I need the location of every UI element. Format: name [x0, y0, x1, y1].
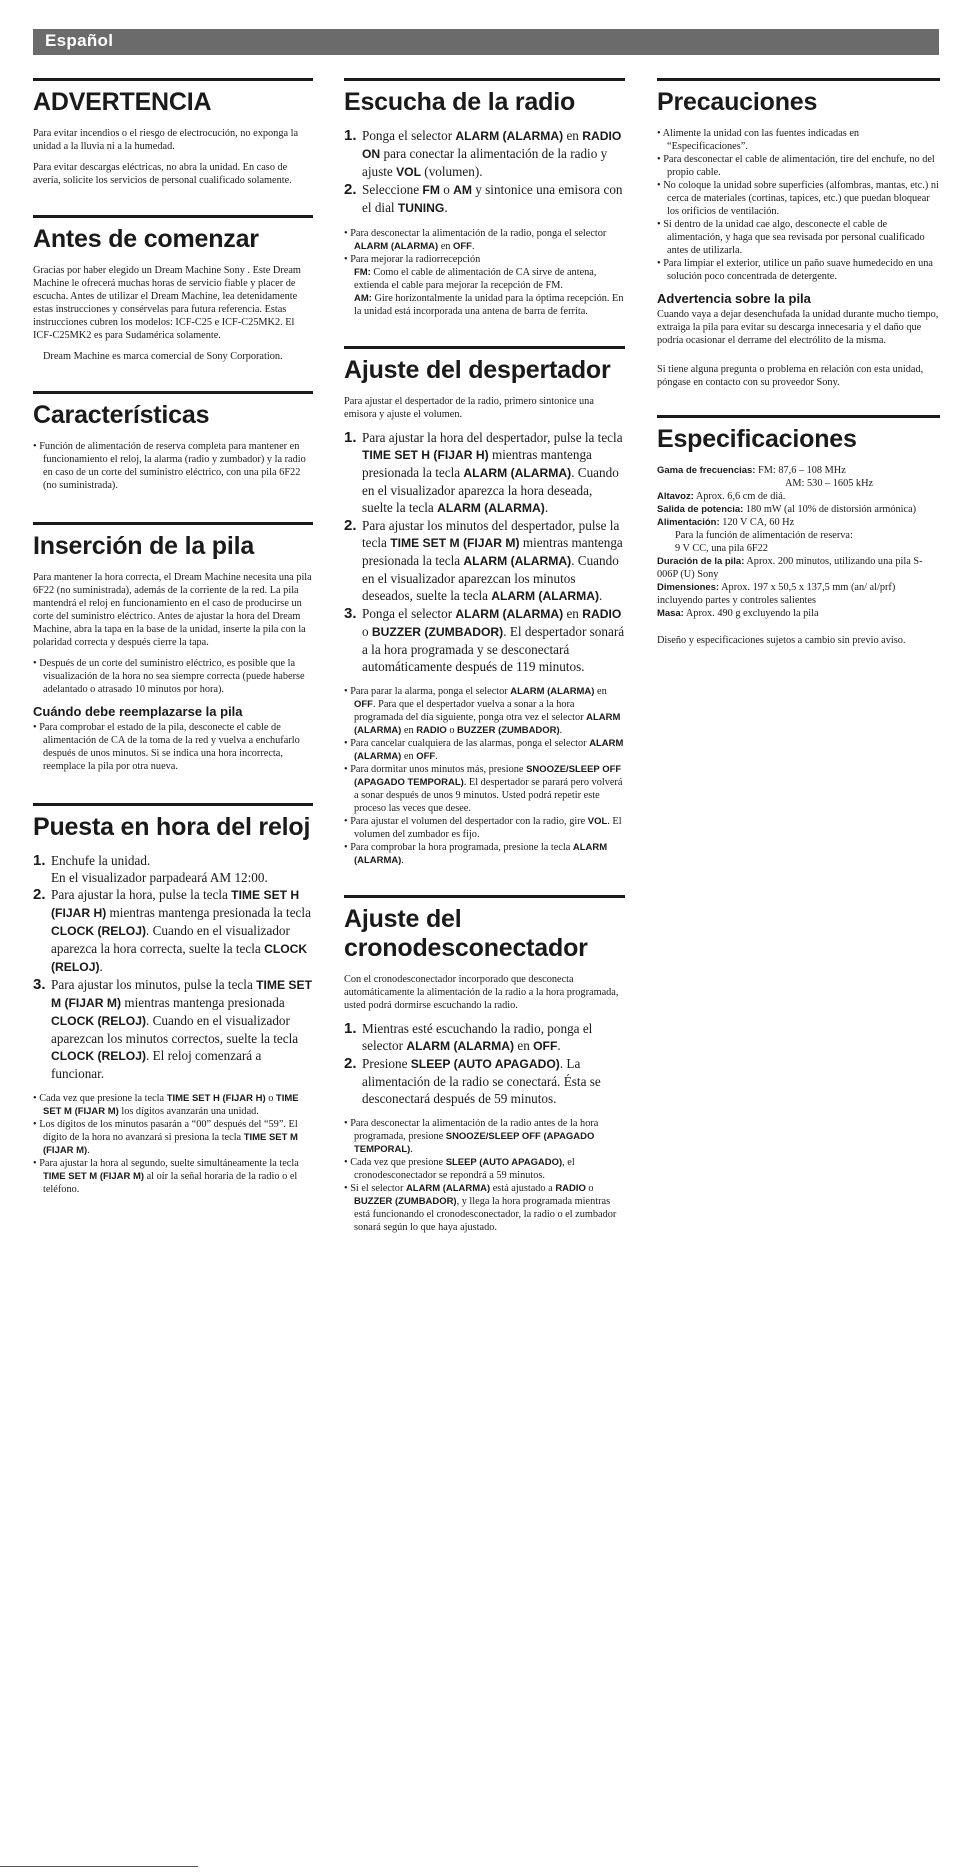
key-label: RADIO	[582, 607, 622, 621]
section-title: Precauciones	[657, 88, 818, 116]
section-title: ADVERTENCIA	[33, 88, 212, 116]
bullet-list	[344, 1117, 625, 1234]
step-text: Ponga el selector	[362, 606, 453, 621]
note-text: , y llega la hora programada mientras está funcionando el cronodesconectador, la radio o el zumbador sonará según lo que haya ajustado.	[354, 1196, 617, 1233]
spec-row	[657, 490, 940, 503]
list-item: • Para desconectar el cable de alimentación, tire del enchufe, no del propio cable.	[657, 153, 940, 179]
step-number: 1.	[344, 1020, 357, 1037]
step-text: o	[443, 182, 450, 197]
step-item	[344, 429, 625, 517]
step-item	[344, 1020, 625, 1055]
spec-value: 120 V CA, 60 Hz	[722, 517, 795, 528]
paragraph: Para ajustar el despertador de la radio, primero sintonice una emisora y ajuste el volumen.	[344, 396, 594, 420]
key-label: OFF	[533, 1039, 558, 1053]
step-text: Para ajustar la hora del despertador, pulse la tecla	[362, 430, 623, 445]
note-text: Cada vez que presione la tecla	[39, 1093, 165, 1104]
section-puesta	[33, 803, 313, 1196]
section-advertencia	[33, 78, 313, 187]
step-text: para conectar la alimentación de la radio y ajuste	[362, 146, 608, 179]
spec-value: AM: 530 – 1605 kHz	[785, 478, 874, 489]
step-text: Enchufe la unidad.	[51, 853, 151, 868]
key-label: RADIO	[416, 725, 447, 736]
language-banner	[33, 29, 939, 55]
spec-label: Gama de frecuencias:	[657, 465, 756, 476]
list-item	[33, 1092, 313, 1118]
key-label: BUZZER (ZUMBADOR)	[457, 725, 560, 736]
list-item	[344, 253, 625, 318]
list-item	[344, 815, 625, 841]
list-item: • Para limpiar el exterior, utilice un paño suave humedecido en una solución poco concentrada de detergente.	[657, 257, 940, 283]
step-text: en	[517, 1038, 530, 1053]
key-label: SLEEP (AUTO APAGADO)	[445, 1157, 563, 1168]
spec-value: Aprox. 200 minutos, utilizando una pila S-006P (U) Sony	[657, 556, 923, 580]
section-title: Especificaciones	[657, 425, 857, 453]
key-label: ALARM (ALARMA)	[455, 129, 564, 143]
note-text: .	[410, 1144, 413, 1155]
section-crono	[344, 895, 625, 1234]
step-text: mientras mantenga presionada la tecla	[362, 535, 623, 568]
key-label: ALARM (ALARMA)	[354, 712, 621, 736]
key-label: TIME SET M (FIJAR M)	[43, 1093, 299, 1117]
step-text: . El despertador sonará a la hora programada y se desconectará automáticamente después de 119 minutos.	[362, 624, 625, 674]
step-list	[344, 429, 625, 675]
section-title: Inserción de la pila	[33, 532, 255, 560]
key-label: TIME SET H (FIJAR H)	[166, 1093, 266, 1104]
key-label: CLOCK (RELOJ)	[51, 942, 308, 974]
step-list	[33, 852, 313, 1082]
key-label: VOL	[587, 816, 608, 827]
note-text: Gire horizontalmente la unidad para la óptima recepción. En la unidad está incorporada una antena de barra de ferrita.	[354, 293, 624, 317]
section-title: Ajuste del cronodesconectador	[344, 905, 588, 962]
key-label: TIME SET M (FIJAR M)	[43, 1132, 298, 1156]
note-text: .	[559, 725, 563, 736]
step-item	[33, 886, 313, 976]
section-despertador	[344, 346, 625, 867]
paragraph: Dream Machine es marca comercial de Sony Corporation.	[43, 351, 283, 362]
key-label: TIME SET H (FIJAR H)	[362, 448, 489, 462]
step-number: 2.	[33, 886, 46, 903]
key-label: CLOCK (RELOJ)	[51, 1049, 146, 1063]
section-antes	[33, 215, 313, 363]
list-item: • Para comprobar el estado de la pila, desconecte el cable de alimentación de CA de la toma de la red y vuelva a enchufarlo después de unos minutos. Si se indica una hora incorrecta, reemplace la pila por otra nueva.	[33, 721, 313, 773]
key-label: ALARM (ALARMA)	[354, 241, 439, 252]
paragraph: Gracias por haber elegido un Dream Machine Sony . Este Dream Machine le ofrecerá muchas horas de servicio fiable y placer de escucha. Antes de utilizar el Dream Machine, lea detenidamente estas instrucciones y consérvelas para futura referencia. Estas instrucciones cubren los modelos: ICF-C25 e ICF-C25MK2. El ICF-C25MK2 es para Sudamérica solamente.	[33, 265, 301, 341]
spec-value: Aprox. 6,6 cm de diá.	[695, 491, 786, 502]
key-label: AM:	[354, 293, 372, 304]
step-text: (volumen).	[424, 164, 483, 179]
step-text: y sintonice una emisora con el dial	[362, 182, 623, 215]
key-label: FM	[422, 183, 440, 197]
key-label: TUNING	[397, 201, 445, 215]
step-number: 2.	[344, 181, 357, 198]
spec-row	[657, 607, 940, 620]
spec-label: Alimentación:	[657, 517, 720, 528]
key-label: ALARM (ALARMA)	[406, 1039, 515, 1053]
section-title: Ajuste del despertador	[344, 356, 611, 384]
key-label: AM	[453, 183, 472, 197]
step-item	[344, 605, 625, 675]
bullet-list	[657, 127, 940, 283]
footer-rule	[0, 1866, 198, 1867]
list-item	[344, 1117, 625, 1156]
note-text: en	[597, 686, 607, 697]
bullet-list	[33, 721, 313, 773]
section-escucha	[344, 78, 625, 318]
key-label: ALARM (ALARMA)	[437, 501, 545, 515]
list-item	[344, 227, 625, 253]
step-list	[344, 1020, 625, 1107]
list-item	[344, 1156, 625, 1182]
step-text: .	[544, 500, 549, 515]
step-text: . Cuando en el visualizador aparezca la hora correcta, suelte la tecla	[51, 923, 290, 956]
list-item: • Función de alimentación de reserva completa para mantener en funcionamiento el reloj, la alarma (radio y zumbador) y la radio en caso de un corte del suministro eléctrico, con una pila 6F22 (no suministrada).	[33, 440, 313, 492]
step-text: .	[99, 959, 103, 974]
note-text: .	[401, 855, 404, 866]
key-label: TIME SET M (FIJAR M)	[43, 1171, 144, 1182]
key-label: CLOCK (RELOJ)	[51, 924, 146, 938]
step-number: 1.	[344, 429, 357, 446]
section-title: Escucha de la radio	[344, 88, 576, 116]
key-label: RADIO ON	[362, 129, 622, 161]
key-label: ALARM (ALARMA)	[354, 738, 624, 762]
step-text: .	[557, 1038, 561, 1053]
key-label: OFF	[416, 751, 436, 762]
section-precauciones	[657, 78, 940, 389]
step-text: en	[566, 128, 579, 143]
list-item: • No coloque la unidad sobre superficies (alfombras, mantas, etc.) ni cerca de materiales (cortinas, tapices, etc.) que puedan bloquear los orificios de ventilación.	[657, 179, 940, 218]
step-text: mientras mantenga presionada la tecla	[109, 905, 311, 920]
spec-value: Para la función de alimentación de reserva:	[675, 530, 853, 541]
bullet-list	[344, 685, 625, 867]
bullet-list	[344, 227, 625, 318]
column-2	[344, 78, 625, 1240]
key-label: BUZZER (ZUMBADOR)	[354, 1196, 457, 1207]
spec-value: Aprox. 490 g excluyendo la pila	[685, 608, 819, 619]
note-text: Para ajustar el volumen del despertador con la radio, gire	[350, 816, 586, 827]
spec-label: Salida de potencia:	[657, 504, 744, 515]
list-item	[344, 1182, 625, 1234]
step-text: Para ajustar la hora, pulse la tecla	[51, 887, 228, 902]
section-caracteristicas	[33, 391, 313, 492]
note-text: o	[268, 1093, 274, 1104]
note-text: .	[471, 241, 475, 252]
column-3	[657, 78, 940, 655]
key-label: OFF	[354, 699, 373, 710]
note-text: Como el cable de alimentación de CA sirve de antena, extienda el cable para mejorar la recepción de FM.	[354, 267, 597, 291]
step-item	[344, 181, 625, 217]
section-title: Características	[33, 401, 210, 429]
key-label: OFF	[453, 241, 472, 252]
note-text: Para parar la alarma, ponga el selector	[350, 686, 508, 697]
key-label: ALARM (ALARMA)	[354, 842, 608, 866]
subheading: Advertencia sobre la pila	[657, 291, 811, 306]
paragraph: Para mantener la hora correcta, el Dream Machine necesita una pila 6F22 (no suministrada), además de la corriente de la red. La pila mantendrá el reloj en funcionamiento en el caso de producirse un corte del suministro eléctrico. Antes de ajustar la hora del Dream Machine, abra la tapa en la base de la unidad, inserte la pila con la polaridad correcta y después cierre la tapa.	[33, 572, 312, 648]
spec-label: Duración de la pila:	[657, 556, 745, 567]
step-text: Para ajustar los minutos del despertador, pulse la tecla	[362, 518, 620, 550]
note-text: Los dígitos de los minutos pasarán a “00” después del “59”. El dígito de la hora no avanzará si presiona la tecla	[39, 1119, 298, 1143]
spec-label: Dimensiones:	[657, 582, 720, 593]
note-text: en	[403, 751, 414, 762]
step-text: en	[566, 606, 579, 621]
language-label: Español	[45, 31, 114, 50]
bullet-list	[33, 1092, 313, 1196]
note-text: Para desconectar la alimentación de la radio antes de la hora programada, presione	[350, 1118, 599, 1142]
spec-row	[657, 555, 940, 581]
step-text: o	[362, 624, 369, 639]
key-label: TIME SET M (FIJAR M)	[390, 536, 520, 550]
note-text: Para dormitar unos minutos más, presione	[350, 764, 524, 775]
section-title: Puesta en hora del reloj	[33, 813, 311, 841]
step-number: 2.	[344, 517, 357, 534]
spec-value: Aprox. 197 x 50,5 x 137,5 mm (an/ al/prf) incluyendo partes y controles salientes	[657, 582, 896, 606]
step-text: . El reloj comenzará a funcionar.	[51, 1048, 262, 1081]
note-text: , el cronodesconectador se repondrá a 59 minutos.	[354, 1157, 575, 1181]
list-item: • Alimente la unidad con las fuentes indicadas en “Especificaciones”.	[657, 127, 940, 153]
step-item	[344, 517, 625, 605]
spec-label: Altavoz:	[657, 491, 694, 502]
step-number: 3.	[33, 976, 46, 993]
list-item	[344, 841, 625, 867]
step-text: Mientras esté escuchando la radio, ponga el selector	[362, 1021, 593, 1053]
step-text: . La alimentación de la radio se conectará. Ésta se desconectará después de 59 minutos.	[362, 1056, 601, 1106]
paragraph: Cuando vaya a dejar desenchufada la unidad durante mucho tiempo, extraiga la pila para evitar su descarga innecesaria y el daño que podría ocasionar el derrame del electrólito de la misma.	[657, 309, 939, 346]
key-label: ALARM (ALARMA)	[510, 686, 595, 697]
spec-value: 180 mW (al 10% de distorsión armónica)	[745, 504, 917, 515]
key-label: ALARM (ALARMA)	[463, 554, 572, 568]
bullet-list	[33, 657, 313, 696]
note-text: en	[403, 725, 414, 736]
paragraph: Para evitar descargas eléctricas, no abra la unidad. En caso de avería, solicite los servicios de personal cualificado solamente.	[33, 162, 292, 186]
key-label: ALARM (ALARMA)	[463, 466, 572, 480]
note-text: los dígitos avanzarán una unidad.	[121, 1106, 259, 1117]
note-text: . Para que el despertador vuelva a sonar a la hora programada del día siguiente, ponga otra vez el selector	[354, 699, 584, 723]
key-label: ALARM (ALARMA)	[491, 589, 600, 603]
key-label: SNOOZE/SLEEP OFF (APAGADO TEMPORAL)	[354, 1131, 595, 1155]
note-text: .	[435, 751, 438, 762]
note-text: .	[87, 1145, 90, 1156]
paragraph: Diseño y especificaciones sujetos a cambio sin previo aviso.	[657, 635, 906, 646]
step-text: mientras mantenga presionada	[124, 995, 285, 1010]
list-item	[344, 685, 625, 737]
step-item	[344, 1055, 625, 1107]
list-item	[344, 737, 625, 763]
note-text: al oír la señal horaria de la radio o el teléfono.	[43, 1171, 298, 1195]
step-item	[33, 976, 313, 1082]
note-text: Para desconectar la alimentación de la radio, ponga el selector	[350, 228, 607, 239]
note-text: o	[588, 1183, 594, 1194]
step-number: 2.	[344, 1055, 357, 1072]
step-text: Presione	[362, 1056, 408, 1071]
note-text: Para ajustar la hora al segundo, suelte simultáneamente la tecla	[39, 1158, 299, 1169]
key-label: RADIO	[555, 1183, 586, 1194]
step-text: Para ajustar los minutos, pulse la tecla	[51, 977, 253, 992]
list-item: • Después de un corte del suministro eléctrico, es posible que la visualización de la hora no sea siempre correcta (puede haberse adelantado o atrasado 10 minutos por hora).	[33, 657, 313, 696]
step-text: En el visualizador parpadeará AM 12:00.	[51, 870, 268, 885]
list-item	[344, 763, 625, 815]
spec-value: 9 V CC, una pila 6F22	[675, 543, 768, 554]
note-text: . El volumen del zumbador es fijo.	[354, 816, 622, 840]
spec-label: Masa:	[657, 608, 684, 619]
step-text: . Cuando en el visualizador aparezcan los minutos correctos, suelte la tecla	[51, 1013, 299, 1046]
paragraph: Con el cronodesconectador incorporado que desconecta automáticamente la alimentación de la radio a la hora programada, usted podrá dormirse escuchando la radio.	[344, 974, 619, 1011]
paragraph: Para evitar incendios o el riesgo de electrocución, no exponga la unidad a la lluvia ni a la humedad.	[33, 128, 299, 152]
key-label: TIME SET H (FIJAR H)	[51, 888, 300, 920]
list-item	[33, 1118, 313, 1157]
note-text: Si el selector	[350, 1183, 404, 1194]
column-1	[33, 78, 313, 1202]
step-text: Ponga el selector	[362, 128, 453, 143]
note-text: está ajustado a	[492, 1183, 553, 1194]
step-text: . Cuando en el visualizador aparezcan los minutos deseados, suelte la tecla	[362, 553, 619, 603]
spec-value: FM: 87,6 – 108 MHz	[758, 465, 846, 476]
key-label: VOL	[396, 165, 421, 179]
list-item: • Si dentro de la unidad cae algo, desconecte el cable de alimentación, y haga que sea revisada por personal cualificado antes de utilizarla.	[657, 218, 940, 257]
step-item	[33, 852, 313, 886]
key-label: SNOOZE/SLEEP OFF (APAGADO TEMPORAL)	[354, 764, 622, 788]
spec-row	[657, 464, 940, 490]
key-label: TIME SET M (FIJAR M)	[51, 978, 313, 1010]
subheading: Cuándo debe reemplazarse la pila	[33, 704, 243, 719]
step-text: mientras mantenga presionada la tecla	[362, 447, 592, 480]
step-number: 1.	[344, 127, 357, 144]
note-text: Para cancelar cualquiera de las alarmas, ponga el selector	[350, 738, 587, 749]
list-item	[33, 1157, 313, 1196]
note-text: . El despertador se parará pero volverá a sonar después de unos 9 minutos. Usted podrá repetir este proceso las veces que desee.	[354, 777, 623, 814]
bullet-list	[33, 440, 313, 492]
step-text: .	[599, 588, 603, 603]
key-label: ALARM (ALARMA)	[455, 607, 564, 621]
spec-row	[657, 503, 940, 516]
spec-row	[657, 516, 940, 555]
step-text: . Cuando en el visualizador aparezca la hora deseada, suelte la tecla	[362, 465, 619, 515]
spec-row	[657, 581, 940, 607]
paragraph: Si tiene alguna pregunta o problema en relación con esta unidad, póngase en contacto con su proveedor Sony.	[657, 364, 924, 388]
section-insercion	[33, 522, 313, 773]
note-text: Cada vez que presione	[350, 1157, 444, 1168]
note-text: o	[449, 725, 455, 736]
key-label: CLOCK (RELOJ)	[51, 1014, 146, 1028]
key-label: ALARM (ALARMA)	[405, 1183, 491, 1194]
key-label: BUZZER (ZUMBADOR)	[371, 625, 504, 639]
step-item	[344, 127, 625, 181]
step-number: 3.	[344, 605, 357, 622]
note-text: Para mejorar la radiorrecepción	[350, 254, 481, 265]
key-label: FM:	[354, 267, 371, 278]
key-label: SLEEP (AUTO APAGADO)	[410, 1057, 560, 1071]
step-text: Seleccione	[362, 182, 420, 197]
step-text: .	[444, 200, 448, 215]
step-list	[344, 127, 625, 217]
step-number: 1.	[33, 852, 46, 869]
note-text: en	[440, 241, 451, 252]
section-title: Antes de comenzar	[33, 225, 259, 253]
note-text: Para comprobar la hora programada, presione la tecla	[350, 842, 571, 853]
section-especificaciones	[657, 415, 940, 647]
